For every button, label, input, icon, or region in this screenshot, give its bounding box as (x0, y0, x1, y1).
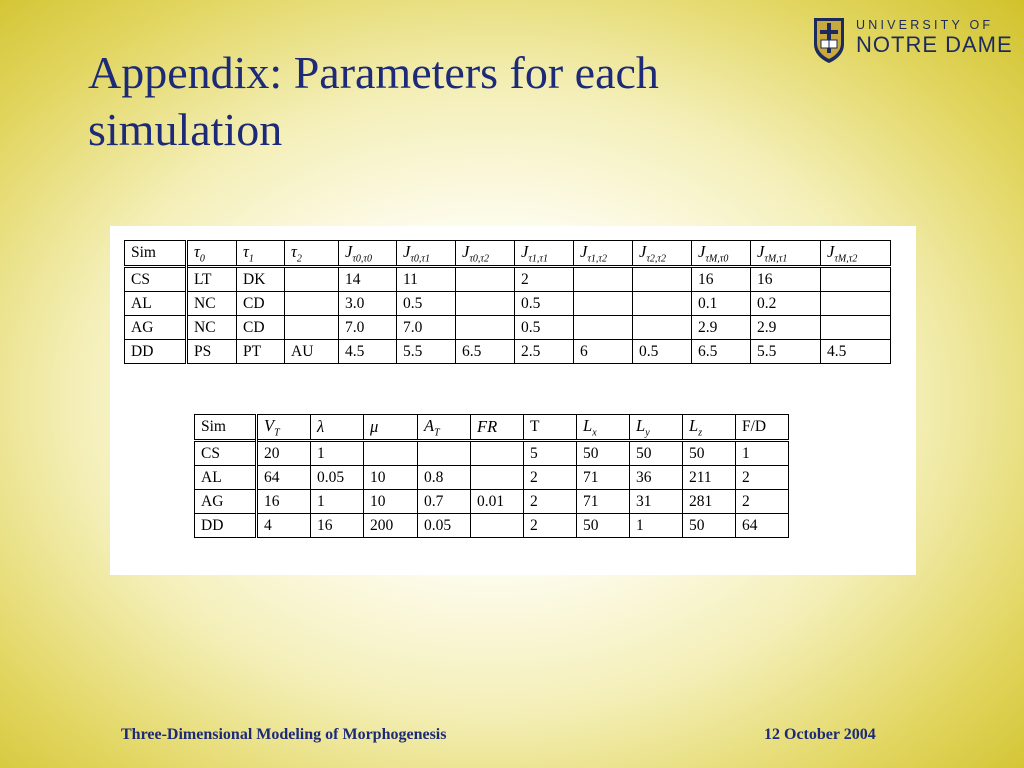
table-cell (821, 267, 891, 292)
table-cell: 16 (692, 267, 751, 292)
table-cell: AL (125, 292, 187, 316)
table-cell: 10 (364, 466, 418, 490)
table-cell: 0.2 (751, 292, 821, 316)
table-cell: 211 (683, 466, 736, 490)
table-cell: NC (187, 316, 237, 340)
header-j-t0-t0: $J_{\tau 0,\tau 0}$ (339, 241, 397, 267)
header-sim: Sim (195, 415, 257, 441)
table-cell: NC (187, 292, 237, 316)
table-cell: CS (195, 441, 257, 466)
table-cell: 0.7 (418, 490, 471, 514)
table-cell: 2.9 (751, 316, 821, 340)
header-j-t1-t1: $J_{\tau 1,\tau 1}$ (515, 241, 574, 267)
notre-dame-logo (812, 16, 1012, 66)
header-lambda: λ (311, 415, 364, 441)
table-cell: 0.05 (418, 514, 471, 538)
table-cell: 71 (577, 466, 630, 490)
table-cell (821, 292, 891, 316)
table-cell: 16 (751, 267, 821, 292)
table-cell: 2 (736, 466, 789, 490)
table-cell (821, 316, 891, 340)
table-row (125, 267, 891, 292)
footer-date: 12 October 2004 (764, 726, 876, 743)
table-cell: 2 (524, 514, 577, 538)
header-j-tm-t0: $J_{\tau M,\tau 0}$ (692, 241, 751, 267)
header-sim: Sim (125, 241, 187, 267)
table-cell: 0.1 (692, 292, 751, 316)
table-cell: 50 (577, 514, 630, 538)
table-cell: 0.01 (471, 490, 524, 514)
table-cell: 5.5 (397, 340, 456, 364)
table-cell: 14 (339, 267, 397, 292)
table-cell: DK (237, 267, 285, 292)
header-tau0: $\tau_0$ (187, 241, 237, 267)
table-cell (364, 441, 418, 466)
header-at: $A_T$ (418, 415, 471, 441)
table-cell (285, 267, 339, 292)
table-cell (574, 292, 633, 316)
table-cell: 200 (364, 514, 418, 538)
table-cell: 4 (257, 514, 311, 538)
simulation-parameters-table (194, 414, 789, 538)
table-cell: 50 (683, 441, 736, 466)
table-cell: 71 (577, 490, 630, 514)
table-cell: 7.0 (397, 316, 456, 340)
table-cell (471, 466, 524, 490)
table-cell (471, 441, 524, 466)
table-cell: AU (285, 340, 339, 364)
header-j-t0-t1: $J_{\tau 0,\tau 1}$ (397, 241, 456, 267)
table-cell: 16 (257, 490, 311, 514)
table-cell: 6.5 (692, 340, 751, 364)
table-cell: 0.5 (397, 292, 456, 316)
table-row (195, 466, 789, 490)
table-cell: 2 (736, 490, 789, 514)
table-cell: 10 (364, 490, 418, 514)
table-cell: 36 (630, 466, 683, 490)
header-j-tm-t1: $J_{\tau M,\tau 1}$ (751, 241, 821, 267)
table-cell: 0.8 (418, 466, 471, 490)
table-row (125, 316, 891, 340)
table-cell: 50 (683, 514, 736, 538)
table-cell (456, 267, 515, 292)
table-cell: 2.5 (515, 340, 574, 364)
header-vt: $V_T$ (257, 415, 311, 441)
table-cell: 7.0 (339, 316, 397, 340)
table-cell: 31 (630, 490, 683, 514)
table-cell (574, 267, 633, 292)
table-cell: 2.9 (692, 316, 751, 340)
table-cell: 1 (311, 490, 364, 514)
table-cell (418, 441, 471, 466)
table-cell: AL (195, 466, 257, 490)
table-cell (633, 316, 692, 340)
slide-title: Appendix: Parameters for each simulation (88, 47, 659, 155)
header-t: T (524, 415, 577, 441)
table-cell: CS (125, 267, 187, 292)
table-cell: 1 (311, 441, 364, 466)
table-row (195, 490, 789, 514)
table-cell (456, 316, 515, 340)
table-cell: 0.05 (311, 466, 364, 490)
table-cell: 16 (311, 514, 364, 538)
table-cell: CD (237, 292, 285, 316)
table-cell: 6 (574, 340, 633, 364)
table-cell: 5 (524, 441, 577, 466)
table-cell: AG (125, 316, 187, 340)
table-cell: DD (125, 340, 187, 364)
logo-line-1: UNIVERSITY OF (856, 18, 994, 32)
header-ly: $L_y$ (630, 415, 683, 441)
coupling-parameters-table (124, 240, 891, 364)
table-cell: 0.5 (515, 316, 574, 340)
table-cell: AG (195, 490, 257, 514)
table-cell (633, 267, 692, 292)
table-row (195, 441, 789, 466)
table-cell: 0.5 (515, 292, 574, 316)
table-cell: 2 (524, 466, 577, 490)
table-cell: DD (195, 514, 257, 538)
table-cell: LT (187, 267, 237, 292)
table-cell: 1 (630, 514, 683, 538)
header-fd: F/D (736, 415, 789, 441)
table-row (125, 292, 891, 316)
table-cell: 5.5 (751, 340, 821, 364)
header-j-t1-t2: $J_{\tau 1,\tau 2}$ (574, 241, 633, 267)
logo-line-2: NOTRE DAME (856, 32, 1013, 57)
table-cell: 281 (683, 490, 736, 514)
table-cell: 2 (524, 490, 577, 514)
table-cell (285, 292, 339, 316)
table-cell (285, 316, 339, 340)
header-tau2: $\tau_2$ (285, 241, 339, 267)
table-cell: 64 (257, 466, 311, 490)
table-cell: 50 (577, 441, 630, 466)
footer-presentation-title: Three-Dimensional Modeling of Morphogenesis (121, 726, 447, 743)
table-cell: 64 (736, 514, 789, 538)
header-fr: FR (471, 415, 524, 441)
table-cell: PT (237, 340, 285, 364)
table-cell: 20 (257, 441, 311, 466)
table-cell (574, 316, 633, 340)
table-cell: 0.5 (633, 340, 692, 364)
table-cell: CD (237, 316, 285, 340)
header-mu: μ (364, 415, 418, 441)
table-cell: 4.5 (821, 340, 891, 364)
table-cell (471, 514, 524, 538)
table-cell (633, 292, 692, 316)
header-tau1: $\tau_1$ (237, 241, 285, 267)
table-cell: 50 (630, 441, 683, 466)
table-row (125, 340, 891, 364)
table-cell: 6.5 (456, 340, 515, 364)
tables-panel (110, 226, 916, 575)
table-cell: 1 (736, 441, 789, 466)
header-j-tm-t2: $J_{\tau M,\tau 2}$ (821, 241, 891, 267)
table-cell: 11 (397, 267, 456, 292)
header-lz: $L_z$ (683, 415, 736, 441)
header-lx: $L_x$ (577, 415, 630, 441)
table-cell: 3.0 (339, 292, 397, 316)
table-cell (456, 292, 515, 316)
crest-icon (812, 16, 846, 64)
table-cell: 2 (515, 267, 574, 292)
table-row (195, 514, 789, 538)
table-cell: 4.5 (339, 340, 397, 364)
header-j-t2-t2: $J_{\tau 2,\tau 2}$ (633, 241, 692, 267)
table-cell: PS (187, 340, 237, 364)
header-j-t0-t2: $J_{\tau 0,\tau 2}$ (456, 241, 515, 267)
